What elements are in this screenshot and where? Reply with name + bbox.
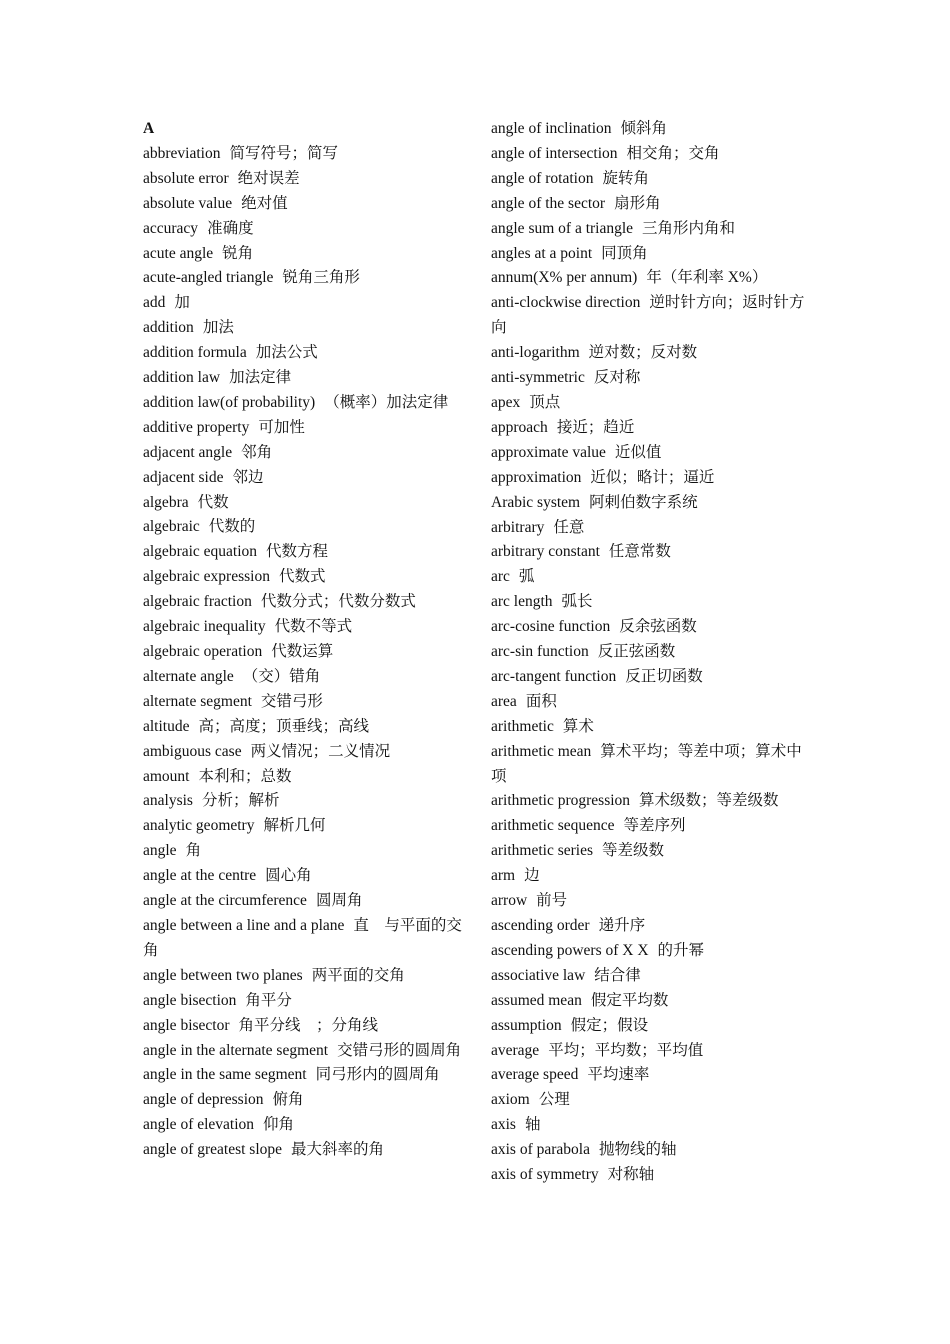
entry-meaning: 角 xyxy=(185,842,202,860)
glossary-entry xyxy=(491,615,811,640)
glossary-entry xyxy=(491,665,811,690)
entry-term: approximate value xyxy=(491,443,606,461)
entry-meaning: 可加性 xyxy=(258,418,305,436)
entry-meaning: 代数运算 xyxy=(271,643,334,661)
entry-term: algebraic expression xyxy=(143,568,270,586)
section-letter: A xyxy=(143,120,155,137)
glossary-entry xyxy=(143,814,463,839)
entry-term: addition law(of probability) xyxy=(143,393,316,411)
entry-term: ascending order xyxy=(491,917,590,934)
entry-term: analytic geometry xyxy=(143,817,255,835)
entry-term: arc-cosine function xyxy=(491,618,611,636)
glossary-entry xyxy=(143,914,463,964)
entry-term: axiom xyxy=(491,1091,530,1109)
entry-term: angle between two planes xyxy=(143,966,303,984)
entry-term: axis of symmetry xyxy=(491,1166,599,1184)
entry-meaning: 前号 xyxy=(536,892,568,910)
entry-meaning: 假定；假设 xyxy=(570,1016,649,1034)
glossary-entry xyxy=(143,217,463,242)
entry-term: arbitrary xyxy=(491,518,545,536)
entry-meaning: 反正切函数 xyxy=(625,667,703,685)
glossary-entry xyxy=(491,441,811,466)
entry-term: assumption xyxy=(491,1016,562,1034)
entry-meaning: 准确度 xyxy=(207,219,254,237)
entry-term: angles at a point xyxy=(491,244,593,262)
entry-term: ambiguous case xyxy=(143,742,242,760)
entry-meaning: 加法定律 xyxy=(229,369,292,387)
glossary-entry xyxy=(491,565,811,590)
entry-term: ascending powers of X X xyxy=(491,941,649,959)
entry-meaning: 算术平均；等差中项；算术中项 xyxy=(491,742,802,785)
entry-meaning: 等差序列 xyxy=(623,817,686,835)
entry-term: arithmetic series xyxy=(491,842,593,860)
glossary-entry xyxy=(491,1138,811,1163)
entry-term: angle of elevation xyxy=(143,1116,255,1134)
glossary-entry xyxy=(491,740,811,790)
glossary-entry xyxy=(143,441,463,466)
entry-meaning: 邻边 xyxy=(232,468,264,486)
entry-term: acute-angled triangle xyxy=(143,269,274,287)
glossary-entry xyxy=(491,1063,811,1088)
entry-term: area xyxy=(491,692,517,710)
entry-meaning: 绝对值 xyxy=(241,194,288,212)
glossary-entry xyxy=(143,665,463,690)
entry-meaning: 最大斜率的角 xyxy=(291,1141,385,1159)
entry-term: angle of depression xyxy=(143,1091,264,1109)
entry-term: arithmetic progression xyxy=(491,792,631,810)
glossary-entry xyxy=(143,565,463,590)
entry-term: angle xyxy=(143,842,177,860)
entry-term: assumed mean xyxy=(491,991,582,1009)
entry-meaning: 算术 xyxy=(562,717,594,735)
entry-term: adjacent side xyxy=(143,468,224,486)
glossary-entry xyxy=(491,690,811,715)
entry-meaning: 圆周角 xyxy=(315,892,363,910)
entry-meaning: 同弓形内的圆周角 xyxy=(315,1066,440,1084)
right-column xyxy=(491,117,811,1188)
entry-meaning: 的升幂 xyxy=(657,941,705,959)
entry-meaning: 三角形内角和 xyxy=(642,219,736,237)
entry-term: apex xyxy=(491,393,521,411)
glossary-entry xyxy=(491,964,811,989)
glossary-entry xyxy=(491,117,811,142)
glossary-entry xyxy=(491,590,811,615)
entry-term: algebraic operation xyxy=(143,643,263,661)
entry-term: axis xyxy=(491,1116,516,1134)
glossary-entry xyxy=(143,889,463,914)
entry-meaning: 交错弓形的圆周角 xyxy=(337,1041,462,1059)
entry-term: anti-logarithm xyxy=(491,344,580,362)
entry-meaning: 接近；趋近 xyxy=(556,418,635,436)
entry-term: algebraic xyxy=(143,518,200,536)
glossary-entry xyxy=(491,491,811,516)
entry-term: add xyxy=(143,294,166,312)
entry-meaning: 直 与平面的交角 xyxy=(143,916,462,959)
glossary-entry xyxy=(143,316,463,341)
entry-meaning: 圆心角 xyxy=(265,867,312,885)
entry-term: arc-tangent function xyxy=(491,667,617,685)
entry-meaning: 逆对数；反对数 xyxy=(588,344,698,362)
entry-meaning: 算术级数；等差级数 xyxy=(639,792,779,810)
entry-term: algebraic fraction xyxy=(143,593,252,611)
entry-term: angle at the centre xyxy=(143,867,257,885)
glossary-entry xyxy=(143,1138,463,1163)
entry-term: average speed xyxy=(491,1066,579,1084)
entry-term: arm xyxy=(491,867,516,885)
entry-meaning: 面积 xyxy=(525,692,557,710)
entry-meaning: 反余弦函数 xyxy=(619,618,697,636)
glossary-entry xyxy=(143,167,463,192)
entry-term: angle of inclination xyxy=(491,120,612,137)
entry-meaning: 加法公式 xyxy=(255,344,318,362)
entry-term: axis of parabola xyxy=(491,1141,590,1159)
glossary-entry xyxy=(143,1113,463,1138)
entry-meaning: 任意 xyxy=(553,518,585,536)
glossary-entry xyxy=(143,964,463,989)
entry-meaning: 高；高度；顶垂线；高线 xyxy=(198,717,370,735)
entry-meaning: （概率）加法定律 xyxy=(324,393,449,411)
entry-term: arrow xyxy=(491,892,528,910)
entry-meaning: 弧 xyxy=(518,568,535,586)
entry-term: annum(X% per annum) xyxy=(491,269,638,287)
entry-meaning: 两义情况；二义情况 xyxy=(250,742,391,760)
entry-meaning: 任意常数 xyxy=(608,543,671,561)
entry-meaning: 加法 xyxy=(202,319,234,337)
entry-term: arbitrary constant xyxy=(491,543,600,561)
entry-meaning: 解析几何 xyxy=(263,817,326,835)
entry-meaning: 同顶角 xyxy=(601,244,648,262)
entry-meaning: 代数的 xyxy=(208,518,256,536)
entry-term: anti-clockwise direction xyxy=(491,294,641,312)
entry-term: Arabic system xyxy=(491,493,581,511)
glossary-entry xyxy=(143,266,463,291)
entry-meaning: 近似；略计；逼近 xyxy=(590,468,715,486)
entry-term: associative law xyxy=(491,966,586,984)
entry-meaning: 弧长 xyxy=(561,593,593,611)
entry-term: adjacent angle xyxy=(143,443,233,461)
glossary-entry xyxy=(491,540,811,565)
entry-term: addition xyxy=(143,319,194,337)
glossary-entry xyxy=(491,1163,811,1188)
glossary-entry xyxy=(143,839,463,864)
glossary-entry xyxy=(491,167,811,192)
entry-term: angle in the alternate segment xyxy=(143,1041,329,1059)
glossary-entry xyxy=(491,640,811,665)
entry-term: arithmetic sequence xyxy=(491,817,615,835)
glossary-entry xyxy=(143,615,463,640)
entry-meaning: 简写符号；简写 xyxy=(229,144,338,162)
glossary-entry xyxy=(491,341,811,366)
entry-term: arithmetic mean xyxy=(491,742,592,760)
entry-term: arc xyxy=(491,568,510,586)
entry-meaning: （交）错角 xyxy=(242,667,321,685)
entry-term: altitude xyxy=(143,717,190,735)
glossary-entry xyxy=(491,939,811,964)
entry-term: abbreviation xyxy=(143,144,221,162)
glossary-entry xyxy=(143,1088,463,1113)
entry-term: approximation xyxy=(491,468,582,486)
glossary-entry xyxy=(143,1063,463,1088)
glossary-entry xyxy=(491,466,811,491)
entry-meaning: 年（年利率 X%） xyxy=(646,269,768,287)
entry-term: additive property xyxy=(143,418,250,436)
entry-meaning: 平均速率 xyxy=(587,1066,650,1084)
glossary-entry xyxy=(491,291,811,341)
entry-term: arithmetic xyxy=(491,717,554,735)
glossary-entry xyxy=(143,765,463,790)
entry-meaning: 本利和；总数 xyxy=(198,767,292,785)
glossary-entry xyxy=(491,217,811,242)
glossary-entry xyxy=(491,391,811,416)
entry-term: approach xyxy=(491,418,548,436)
glossary-entry xyxy=(143,740,463,765)
entry-meaning: 锐角 xyxy=(222,244,254,262)
entry-term: angle bisection xyxy=(143,991,237,1009)
glossary-entry xyxy=(143,142,463,167)
entry-term: angle of greatest slope xyxy=(143,1141,283,1159)
entry-meaning: 代数方程 xyxy=(266,543,329,561)
glossary-entry xyxy=(491,142,811,167)
entry-term: amount xyxy=(143,767,190,785)
glossary-entry xyxy=(143,242,463,267)
glossary-entry xyxy=(491,266,811,291)
entry-term: addition law xyxy=(143,369,221,387)
glossary-entry xyxy=(143,466,463,491)
entry-meaning: 代数式 xyxy=(278,568,326,586)
glossary-entry xyxy=(143,864,463,889)
entry-meaning: 逆时针方向；返时针方向 xyxy=(491,294,805,337)
glossary-entry xyxy=(491,1039,811,1064)
entry-meaning: 代数不等式 xyxy=(274,618,353,636)
entry-meaning: 等差级数 xyxy=(602,842,665,860)
entry-meaning: 对称轴 xyxy=(607,1166,655,1184)
entry-meaning: 抛物线的轴 xyxy=(599,1141,677,1159)
glossary-entry xyxy=(143,491,463,516)
entry-term: angle between a line and a plane xyxy=(143,916,345,934)
glossary-entry xyxy=(143,366,463,391)
glossary-entry xyxy=(143,540,463,565)
glossary-entry xyxy=(491,1014,811,1039)
glossary-entry xyxy=(491,864,811,889)
entry-meaning: 加 xyxy=(174,294,190,312)
entry-meaning: 轴 xyxy=(524,1116,541,1134)
entry-term: addition formula xyxy=(143,344,247,362)
entry-meaning: 结合律 xyxy=(594,966,641,984)
glossary-entry xyxy=(143,590,463,615)
entry-term: arc length xyxy=(491,593,553,611)
glossary-entry xyxy=(491,242,811,267)
glossary-entry xyxy=(491,1088,811,1113)
entry-term: anti-symmetric xyxy=(491,369,585,387)
glossary-entry xyxy=(491,715,811,740)
entry-meaning: 边 xyxy=(524,867,540,885)
glossary-entry xyxy=(491,516,811,541)
entry-meaning: 递升序 xyxy=(598,917,646,934)
entry-term: alternate segment xyxy=(143,692,252,710)
entry-meaning: 代数 xyxy=(197,493,229,511)
entry-term: algebraic inequality xyxy=(143,618,266,636)
glossary-entry xyxy=(491,416,811,441)
entry-meaning: 反正弦函数 xyxy=(597,643,676,661)
glossary-entry xyxy=(491,192,811,217)
entry-meaning: 交错弓形 xyxy=(260,692,323,710)
entry-term: angle sum of a triangle xyxy=(491,219,634,237)
entry-meaning: 假定平均数 xyxy=(590,991,669,1009)
right-entry-list xyxy=(491,117,811,1188)
entry-meaning: 角平分 xyxy=(245,991,292,1009)
glossary-entry xyxy=(491,839,811,864)
left-column xyxy=(143,117,463,1163)
entry-meaning: 倾斜角 xyxy=(620,120,668,137)
entry-term: absolute value xyxy=(143,194,233,212)
entry-meaning: 旋转角 xyxy=(602,169,649,187)
glossary-entry xyxy=(143,515,463,540)
entry-term: acute angle xyxy=(143,244,214,262)
glossary-entry xyxy=(491,914,811,939)
glossary-entry xyxy=(143,640,463,665)
glossary-entry xyxy=(143,715,463,740)
entry-term: alternate angle xyxy=(143,667,234,685)
entry-meaning: 邻角 xyxy=(241,443,273,461)
glossary-entry xyxy=(491,789,811,814)
entry-meaning: 反对称 xyxy=(593,369,641,387)
glossary-entry xyxy=(143,989,463,1014)
entry-meaning: 绝对误差 xyxy=(237,169,300,187)
entry-meaning: 扇形角 xyxy=(614,194,661,212)
entry-term: angle of intersection xyxy=(491,144,618,162)
entry-meaning: 近似值 xyxy=(614,443,662,461)
glossary-entry xyxy=(143,690,463,715)
entry-term: analysis xyxy=(143,792,193,810)
entry-term: angle of the sector xyxy=(491,194,606,212)
entry-meaning: 两平面的交角 xyxy=(311,966,405,984)
glossary-entry xyxy=(491,989,811,1014)
entry-term: algebraic equation xyxy=(143,543,258,561)
glossary-entry xyxy=(143,291,463,316)
glossary-entry xyxy=(143,391,463,416)
entry-term: absolute error xyxy=(143,169,229,187)
entry-term: average xyxy=(491,1041,540,1059)
entry-meaning: 顶点 xyxy=(529,393,561,411)
glossary-entry xyxy=(491,1113,811,1138)
left-entry-list xyxy=(143,142,463,1163)
entry-meaning: 平均；平均数；平均值 xyxy=(548,1041,704,1059)
entry-meaning: 分析；解析 xyxy=(201,792,280,810)
entry-meaning: 俯角 xyxy=(272,1091,304,1109)
glossary-entry xyxy=(143,1039,463,1064)
entry-term: algebra xyxy=(143,493,189,511)
entry-term: angle at the circumference xyxy=(143,892,307,910)
entry-meaning: 相交角；交角 xyxy=(626,144,720,162)
glossary-entry xyxy=(143,192,463,217)
entry-meaning: 锐角三角形 xyxy=(282,269,360,287)
glossary-entry xyxy=(491,889,811,914)
glossary-entry xyxy=(143,416,463,441)
glossary-entry xyxy=(491,814,811,839)
glossary-entry xyxy=(491,366,811,391)
entry-term: arc-sin function xyxy=(491,643,589,661)
entry-term: angle bisector xyxy=(143,1016,230,1034)
entry-term: accuracy xyxy=(143,219,199,237)
entry-meaning: 仰角 xyxy=(263,1116,295,1134)
glossary-entry xyxy=(143,341,463,366)
entry-meaning: 阿剌伯数字系统 xyxy=(589,493,698,511)
entry-meaning: 角平分线 ；分角线 xyxy=(238,1016,379,1034)
glossary-entry xyxy=(143,789,463,814)
entry-meaning: 公理 xyxy=(538,1091,570,1109)
entry-term: angle of rotation xyxy=(491,169,594,187)
entry-term: angle in the same segment xyxy=(143,1066,307,1084)
glossary-entry xyxy=(143,1014,463,1039)
entry-meaning: 代数分式；代数分数式 xyxy=(260,593,416,611)
